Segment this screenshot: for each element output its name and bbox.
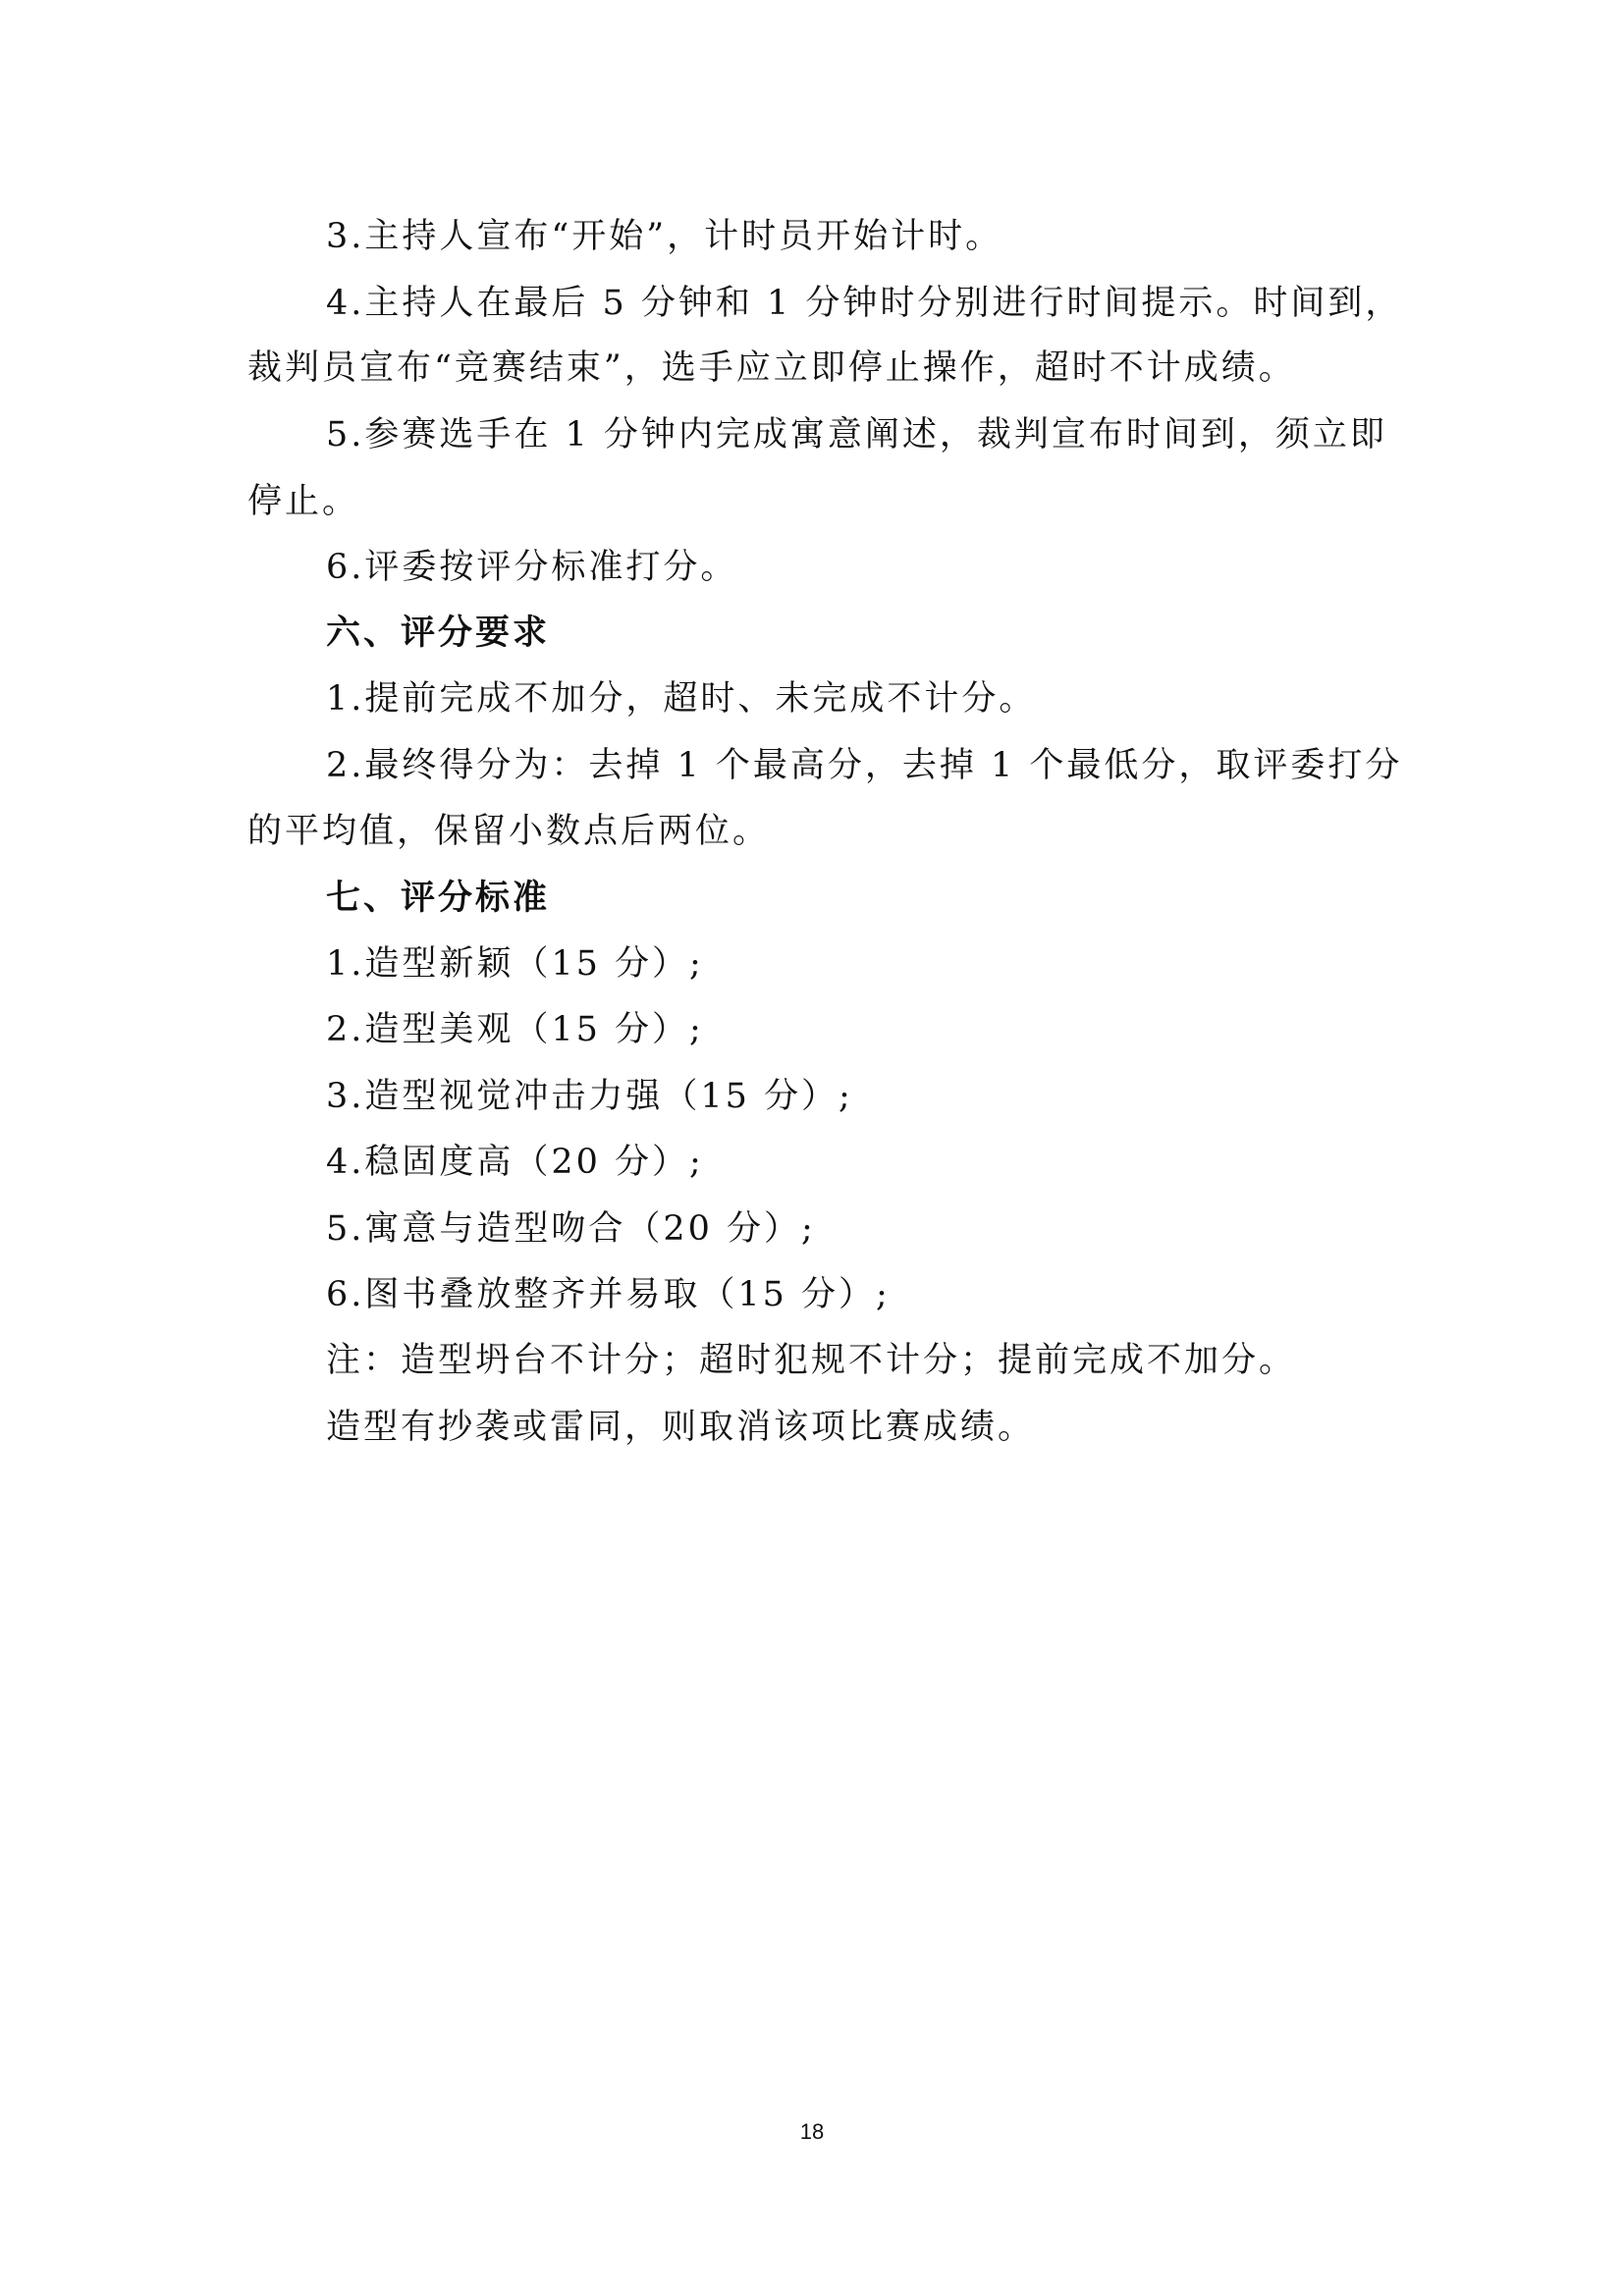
rule-step-5-line-1: 5.参赛选手在 1 分钟内完成寓意阐述，裁判宣布时间到，须立即 [326, 415, 1387, 454]
rule-step-5-line-2: 停止。 [247, 482, 360, 521]
requirement-1: 1.提前完成不加分，超时、未完成不计分。 [326, 679, 1037, 719]
rule-step-4-line-1: 4.主持人在最后 5 分钟和 1 分钟时分别进行时间提示。时间到， [326, 284, 1403, 323]
criterion-1: 1.造型新颖（15 分）; [326, 944, 704, 984]
section-heading-scoring-requirements: 六、评分要求 [326, 613, 551, 653]
rule-step-6: 6.评委按评分标准打分。 [326, 548, 738, 587]
section-heading-scoring-criteria: 七、评分标准 [326, 878, 551, 918]
criterion-5: 5.寓意与造型吻合（20 分）; [326, 1209, 816, 1249]
plagiarism-note: 造型有抄袭或雷同，则取消该项比赛成绩。 [326, 1408, 1036, 1447]
rule-step-4-line-2: 裁判员宣布“竞赛结束”，选手应立即停止操作，超时不计成绩。 [247, 348, 1296, 388]
requirement-2-line-2: 的平均值，保留小数点后两位。 [247, 812, 771, 851]
criterion-2: 2.造型美观（15 分）; [326, 1010, 704, 1049]
criterion-6: 6.图书叠放整齐并易取（15 分）; [326, 1275, 891, 1314]
criteria-note: 注：造型坍台不计分；超时犯规不计分；提前完成不加分。 [326, 1341, 1297, 1380]
page-number: 18 [799, 2119, 825, 2144]
criterion-3: 3.造型视觉冲击力强（15 分）; [326, 1077, 853, 1116]
criterion-4: 4.稳固度高（20 分）; [326, 1143, 704, 1182]
rule-step-3: 3.主持人宣布“开始”，计时员开始计时。 [326, 217, 1003, 256]
requirement-2-line-1: 2.最终得分为：去掉 1 个最高分，去掉 1 个最低分，取评委打分 [326, 746, 1403, 785]
